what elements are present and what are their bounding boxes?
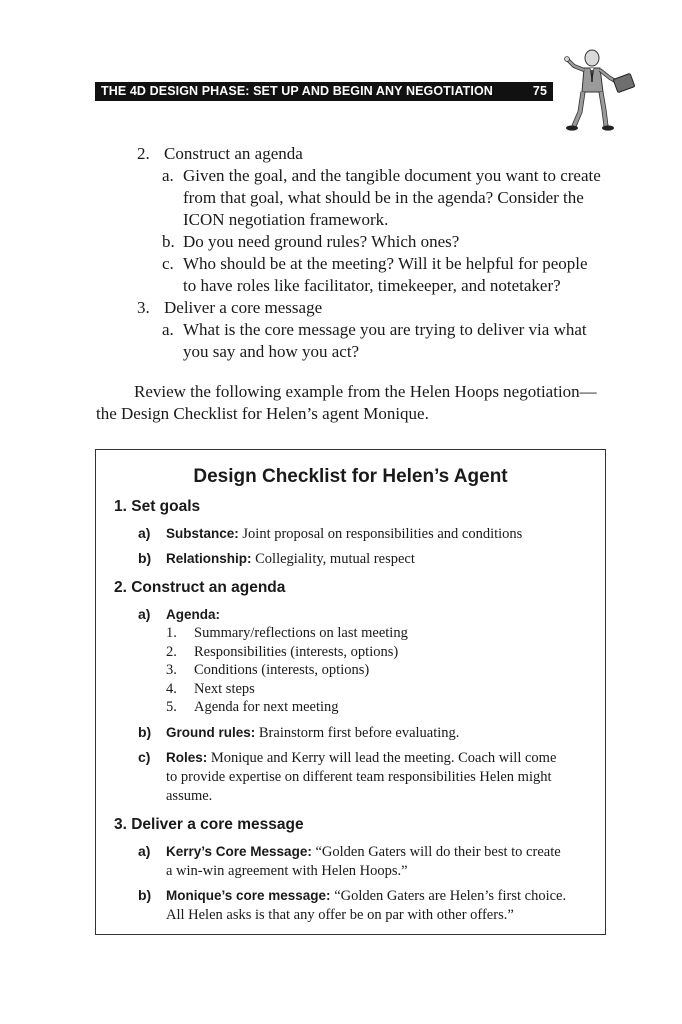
item-label: a) (138, 525, 151, 541)
item-text: “Golden Gaters will do their best to create (315, 844, 561, 860)
item-text: Joint proposal on responsibilities and conditions (242, 526, 523, 542)
agenda-text: Responsibilities (interests, options) (194, 643, 399, 660)
item-text: to provide expertise on different team responsibilities Helen might (166, 769, 552, 785)
sub-line: Given the goal, and the tangible document you want to create (183, 166, 601, 185)
item-label: b) (138, 724, 152, 740)
item-text: Collegiality, mutual respect (255, 551, 415, 567)
agenda-number: 5. (166, 699, 177, 716)
agenda-text: Next steps (194, 680, 255, 697)
item-text: “Golden Gaters are Helen’s first choice. (334, 888, 567, 904)
agenda-number: 3. (166, 662, 177, 679)
item-label: c) (138, 749, 151, 765)
list-number: 3. (137, 298, 150, 317)
agenda-number: 1. (166, 625, 177, 641)
numbered-list (0, 0, 682, 440)
paragraph-line: Review the following example from the Helen Hoops negotiation— (134, 382, 597, 401)
list-text: Deliver a core message (164, 298, 323, 317)
section-heading: 3. Deliver a core message (114, 816, 304, 833)
sub-line: Do you need ground rules? Which ones? (183, 232, 460, 251)
item-text: Brainstorm first before evaluating. (258, 725, 460, 741)
sub-number: a. (162, 166, 174, 185)
item-label: b) (138, 887, 152, 903)
list-number: 2. (137, 144, 150, 163)
item-label: a) (138, 843, 151, 859)
item-text: assume. (166, 788, 213, 804)
item-key: Relationship: (166, 551, 252, 566)
item-key: Ground rules: (166, 725, 256, 740)
item-key: Kerry’s Core Message: (166, 844, 312, 859)
list-text: Construct an agenda (164, 144, 303, 163)
section-heading: 1. Set goals (114, 498, 201, 515)
sub-line: Who should be at the meeting? Will it be helpful for people (183, 254, 588, 273)
agenda-text: Conditions (interests, options) (194, 662, 370, 679)
agenda-text: Summary/reflections on last meeting (194, 625, 408, 641)
sub-line: from that goal, what should be in the agenda? Consider the (183, 188, 584, 207)
sub-number: c. (162, 254, 174, 273)
checklist-title: Design Checklist for Helen’s Agent (193, 466, 508, 487)
sub-number: a. (162, 320, 174, 339)
section-heading: 2. Construct an agenda (114, 579, 286, 596)
paragraph-line: the Design Checklist for Helen’s agent Monique. (96, 404, 429, 423)
chapter-title: THE 4D DESIGN PHASE: SET UP AND BEGIN ANY NEGOTIATION (101, 84, 493, 98)
sub-line: to have roles like facilitator, timekeeper, and notetaker? (183, 276, 561, 295)
design-checklist-box (95, 449, 606, 935)
item-text: Monique and Kerry will lead the meeting. Coach will come (210, 750, 557, 766)
sub-line: ICON negotiation framework. (183, 210, 389, 229)
agenda-number: 2. (166, 643, 177, 660)
item-key: Agenda: (166, 607, 220, 622)
intro-paragraph (96, 381, 609, 425)
item-key: Roles: (166, 750, 208, 765)
item-label: b) (138, 550, 152, 566)
agenda-number: 4. (166, 680, 177, 697)
sub-number: b. (162, 232, 175, 251)
sub-line: What is the core message you are trying to deliver via what (183, 320, 587, 339)
item-key: Monique’s core message: (166, 888, 331, 903)
item-label: a) (138, 606, 151, 622)
item-text: a win-win agreement with Helen Hoops.” (166, 863, 408, 879)
item-text: All Helen asks is that any offer be on par with other offers.” (166, 907, 514, 923)
agenda-text: Agenda for next meeting (194, 699, 339, 716)
sub-line: you say and how you act? (183, 342, 360, 361)
item-key: Substance: (166, 526, 239, 541)
page-number: 75 (532, 84, 547, 98)
